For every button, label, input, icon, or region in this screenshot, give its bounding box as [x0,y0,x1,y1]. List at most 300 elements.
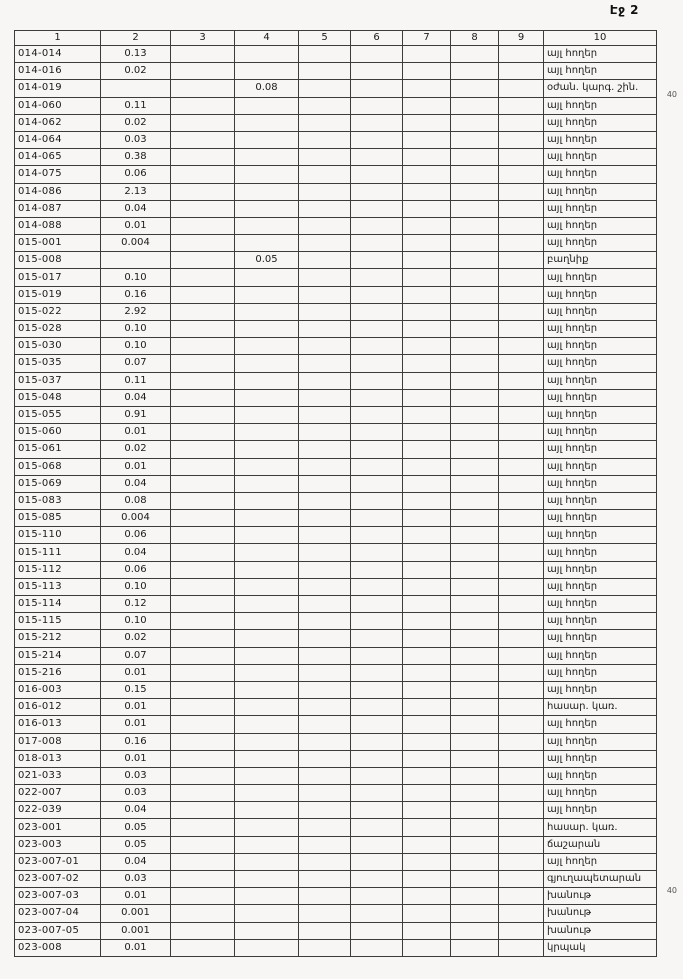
cell-col-2 [101,252,171,269]
cell-col-9 [499,63,544,80]
cell-col-6 [351,888,403,905]
cell-col-9 [499,286,544,303]
cell-col-4 [235,630,299,647]
table-row [15,389,657,406]
cell-col-7 [403,338,451,355]
cell-col-3 [171,510,235,527]
cell-col-1: 015-216 [15,664,101,681]
cell-col-10: այլ հողեր [544,355,657,372]
cell-col-4 [235,733,299,750]
cell-col-5 [299,286,351,303]
cell-col-1: 015-028 [15,321,101,338]
cell-col-7 [403,217,451,234]
cell-col-7 [403,510,451,527]
cell-col-6 [351,544,403,561]
cell-col-2: 0.01 [101,458,171,475]
cell-col-7 [403,269,451,286]
cell-col-9 [499,372,544,389]
cell-col-3 [171,424,235,441]
table-row [15,424,657,441]
table-row [15,114,657,131]
cell-col-10: այլ հողեր [544,510,657,527]
cell-col-10: այլ հողեր [544,767,657,784]
cell-col-2: 0.07 [101,355,171,372]
table-body [15,46,657,957]
table-row [15,613,657,630]
cell-col-7 [403,613,451,630]
cell-col-7 [403,286,451,303]
cell-col-10: այլ հողեր [544,733,657,750]
table-row [15,578,657,595]
cell-col-5 [299,475,351,492]
cell-col-6 [351,286,403,303]
cell-col-5 [299,321,351,338]
table-row [15,252,657,269]
cell-col-1: 015-111 [15,544,101,561]
cell-col-3 [171,475,235,492]
cell-col-10: այլ հողեր [544,853,657,870]
cell-col-1: 014-088 [15,217,101,234]
cell-col-5 [299,647,351,664]
cell-col-4: 0.05 [235,252,299,269]
cell-col-8 [451,905,499,922]
cell-col-8 [451,235,499,252]
cell-col-8 [451,527,499,544]
cell-col-6 [351,750,403,767]
cell-col-8 [451,200,499,217]
cell-col-3 [171,269,235,286]
cell-col-5 [299,802,351,819]
cell-col-2: 0.02 [101,114,171,131]
cell-col-2: 0.04 [101,544,171,561]
cell-col-1: 023-007-02 [15,871,101,888]
cell-col-6 [351,853,403,870]
cell-col-2: 0.06 [101,527,171,544]
table-row [15,544,657,561]
cell-col-7 [403,475,451,492]
cell-col-10: այլ հողեր [544,46,657,63]
cell-col-5 [299,46,351,63]
cell-col-10: կրպակ [544,939,657,956]
cell-col-5 [299,97,351,114]
cell-col-10: այլ հողեր [544,114,657,131]
cell-col-8 [451,46,499,63]
cell-col-6 [351,303,403,320]
cell-col-9 [499,475,544,492]
table-row [15,46,657,63]
cell-col-4 [235,441,299,458]
cell-col-9 [499,492,544,509]
cell-col-2: 0.38 [101,149,171,166]
cell-col-4 [235,836,299,853]
cell-col-9 [499,80,544,97]
cell-col-3 [171,355,235,372]
cell-col-8 [451,767,499,784]
table-row [15,269,657,286]
cell-col-10: այլ հողեր [544,613,657,630]
cell-col-2: 0.02 [101,63,171,80]
table-row [15,630,657,647]
cell-col-2: 0.03 [101,871,171,888]
cell-col-10: այլ հողեր [544,149,657,166]
column-header-8: 8 [451,31,499,46]
cell-col-1: 015-001 [15,235,101,252]
cell-col-1: 017-008 [15,733,101,750]
cell-col-6 [351,733,403,750]
cell-col-6 [351,200,403,217]
cell-col-10: այլ հողեր [544,389,657,406]
cell-col-4 [235,424,299,441]
cell-col-10: այլ հողեր [544,647,657,664]
table-row [15,355,657,372]
table-row [15,492,657,509]
cell-col-7 [403,819,451,836]
cell-col-8 [451,217,499,234]
cell-col-9 [499,888,544,905]
cell-col-5 [299,785,351,802]
cell-col-2: 0.02 [101,441,171,458]
table-row [15,303,657,320]
cell-col-8 [451,303,499,320]
cell-col-1: 015-030 [15,338,101,355]
cell-col-10: այլ հողեր [544,664,657,681]
cell-col-5 [299,733,351,750]
cell-col-9 [499,46,544,63]
cell-col-2: 0.16 [101,733,171,750]
data-table [14,30,657,957]
table-row [15,166,657,183]
cell-col-3 [171,492,235,509]
cell-col-1: 023-003 [15,836,101,853]
cell-col-7 [403,303,451,320]
cell-col-1: 014-014 [15,46,101,63]
cell-col-10: այլ հողեր [544,200,657,217]
cell-col-6 [351,269,403,286]
cell-col-3 [171,664,235,681]
cell-col-9 [499,785,544,802]
cell-col-4 [235,853,299,870]
cell-col-5 [299,527,351,544]
cell-col-4 [235,767,299,784]
cell-col-4 [235,750,299,767]
cell-col-1: 014-062 [15,114,101,131]
column-header-3: 3 [171,31,235,46]
cell-col-8 [451,372,499,389]
cell-col-8 [451,630,499,647]
cell-col-10: այլ հողեր [544,131,657,148]
cell-col-2: 0.03 [101,785,171,802]
cell-col-5 [299,183,351,200]
cell-col-1: 015-048 [15,389,101,406]
cell-col-3 [171,853,235,870]
cell-col-2: 0.01 [101,217,171,234]
cell-col-5 [299,303,351,320]
table-row [15,922,657,939]
cell-col-4 [235,905,299,922]
cell-col-9 [499,235,544,252]
cell-col-9 [499,406,544,423]
cell-col-9 [499,217,544,234]
cell-col-4 [235,561,299,578]
cell-col-9 [499,767,544,784]
cell-col-2: 0.04 [101,475,171,492]
cell-col-5 [299,871,351,888]
cell-col-6 [351,630,403,647]
cell-col-10: այլ հողեր [544,596,657,613]
cell-col-2: 0.08 [101,492,171,509]
cell-col-1: 023-007-04 [15,905,101,922]
cell-col-8 [451,269,499,286]
cell-col-9 [499,716,544,733]
cell-col-4 [235,338,299,355]
cell-col-8 [451,699,499,716]
cell-col-10: խանութ [544,922,657,939]
cell-col-9 [499,561,544,578]
table-row [15,97,657,114]
cell-col-3 [171,183,235,200]
cell-col-2: 0.01 [101,699,171,716]
cell-col-7 [403,699,451,716]
cell-col-9 [499,131,544,148]
cell-col-1: 023-007-05 [15,922,101,939]
cell-col-9 [499,871,544,888]
cell-col-2: 0.04 [101,200,171,217]
cell-col-7 [403,166,451,183]
cell-col-5 [299,406,351,423]
cell-col-10: այլ հողեր [544,269,657,286]
cell-col-9 [499,733,544,750]
cell-col-6 [351,63,403,80]
cell-col-4 [235,922,299,939]
cell-col-5 [299,200,351,217]
cell-col-2: 0.10 [101,338,171,355]
cell-col-6 [351,647,403,664]
cell-col-7 [403,716,451,733]
cell-col-8 [451,183,499,200]
cell-col-1: 014-064 [15,131,101,148]
cell-col-6 [351,939,403,956]
cell-col-8 [451,441,499,458]
cell-col-8 [451,286,499,303]
cell-col-8 [451,647,499,664]
cell-col-8 [451,544,499,561]
cell-col-4 [235,166,299,183]
cell-col-6 [351,510,403,527]
cell-col-6 [351,441,403,458]
cell-col-6 [351,389,403,406]
cell-col-5 [299,389,351,406]
table-row [15,871,657,888]
cell-col-7 [403,785,451,802]
cell-col-7 [403,733,451,750]
cell-col-1: 023-007-03 [15,888,101,905]
cell-col-4 [235,578,299,595]
cell-col-3 [171,939,235,956]
cell-col-3 [171,406,235,423]
cell-col-5 [299,80,351,97]
cell-col-7 [403,131,451,148]
cell-col-9 [499,647,544,664]
cell-col-3 [171,200,235,217]
cell-col-10: այլ հողեր [544,321,657,338]
cell-col-6 [351,97,403,114]
table-row [15,905,657,922]
cell-col-10: այլ հողեր [544,441,657,458]
cell-col-9 [499,664,544,681]
table-row [15,853,657,870]
cell-col-4 [235,888,299,905]
table-row [15,338,657,355]
cell-col-6 [351,819,403,836]
cell-col-5 [299,613,351,630]
cell-col-8 [451,510,499,527]
cell-col-3 [171,578,235,595]
cell-col-5 [299,853,351,870]
cell-col-2: 0.01 [101,750,171,767]
cell-col-10: հասար. կառ. [544,699,657,716]
cell-col-5 [299,836,351,853]
cell-col-4 [235,613,299,630]
cell-col-7 [403,544,451,561]
cell-col-2: 0.01 [101,716,171,733]
cell-col-1: 015-017 [15,269,101,286]
cell-col-4 [235,217,299,234]
cell-col-3 [171,802,235,819]
table-row [15,681,657,698]
cell-col-10: այլ հողեր [544,750,657,767]
cell-col-5 [299,235,351,252]
cell-col-4 [235,699,299,716]
cell-col-3 [171,389,235,406]
cell-col-6 [351,46,403,63]
cell-col-7 [403,321,451,338]
cell-col-10: այլ հողեր [544,63,657,80]
cell-col-9 [499,149,544,166]
cell-col-6 [351,166,403,183]
cell-col-1: 023-007-01 [15,853,101,870]
table-row [15,286,657,303]
cell-col-9 [499,853,544,870]
cell-col-6 [351,131,403,148]
cell-col-3 [171,733,235,750]
cell-col-5 [299,372,351,389]
cell-col-5 [299,578,351,595]
cell-col-7 [403,647,451,664]
table-row [15,664,657,681]
cell-col-9 [499,578,544,595]
cell-col-4 [235,596,299,613]
cell-col-4 [235,389,299,406]
cell-col-10: այլ հողեր [544,338,657,355]
cell-col-6 [351,664,403,681]
cell-col-3 [171,97,235,114]
cell-col-9 [499,269,544,286]
cell-col-6 [351,922,403,939]
cell-col-8 [451,733,499,750]
cell-col-1: 014-065 [15,149,101,166]
cell-col-6 [351,681,403,698]
cell-col-3 [171,46,235,63]
cell-col-4 [235,303,299,320]
cell-col-2: 0.004 [101,510,171,527]
cell-col-7 [403,561,451,578]
cell-col-5 [299,441,351,458]
cell-col-2: 0.06 [101,561,171,578]
cell-col-1: 015-035 [15,355,101,372]
cell-col-8 [451,871,499,888]
column-header-5: 5 [299,31,351,46]
cell-col-1: 018-013 [15,750,101,767]
cell-col-1: 021-033 [15,767,101,784]
cell-col-2: 0.12 [101,596,171,613]
cell-col-4 [235,475,299,492]
cell-col-3 [171,561,235,578]
cell-col-6 [351,424,403,441]
cell-col-3 [171,286,235,303]
cell-col-7 [403,80,451,97]
cell-col-8 [451,578,499,595]
cell-col-2: 0.10 [101,613,171,630]
table-row [15,802,657,819]
cell-col-8 [451,681,499,698]
cell-col-9 [499,338,544,355]
cell-col-5 [299,905,351,922]
cell-col-6 [351,338,403,355]
cell-col-2: 0.05 [101,819,171,836]
table-row [15,475,657,492]
table-row [15,733,657,750]
cell-col-7 [403,97,451,114]
cell-col-5 [299,681,351,698]
cell-col-8 [451,63,499,80]
cell-col-10: այլ հողեր [544,286,657,303]
cell-col-9 [499,252,544,269]
cell-col-2: 0.01 [101,424,171,441]
cell-col-1: 015-022 [15,303,101,320]
cell-col-3 [171,905,235,922]
cell-col-8 [451,338,499,355]
cell-col-7 [403,424,451,441]
cell-col-9 [499,836,544,853]
cell-col-6 [351,114,403,131]
cell-col-4 [235,664,299,681]
cell-col-7 [403,767,451,784]
cell-col-10: այլ հողեր [544,716,657,733]
cell-col-4 [235,286,299,303]
table-row [15,149,657,166]
cell-col-3 [171,217,235,234]
cell-col-1: 015-060 [15,424,101,441]
cell-col-7 [403,406,451,423]
cell-col-10: այլ հողեր [544,183,657,200]
cell-col-3 [171,321,235,338]
cell-col-2: 2.92 [101,303,171,320]
cell-col-3 [171,149,235,166]
cell-col-2: 0.04 [101,802,171,819]
cell-col-6 [351,699,403,716]
cell-col-7 [403,355,451,372]
cell-col-5 [299,492,351,509]
cell-col-10: բաղնիք [544,252,657,269]
cell-col-6 [351,372,403,389]
cell-col-2: 0.11 [101,97,171,114]
cell-col-1: 015-113 [15,578,101,595]
cell-col-1: 015-055 [15,406,101,423]
cell-col-9 [499,97,544,114]
cell-col-1: 022-039 [15,802,101,819]
cell-col-9 [499,389,544,406]
cell-col-1: 014-075 [15,166,101,183]
